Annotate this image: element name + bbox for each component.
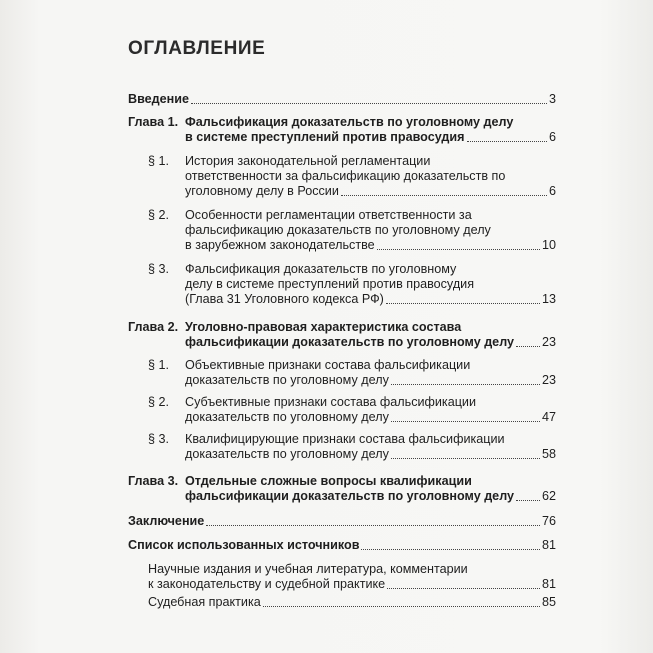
toc-entry-line: фальсификации доказательств по уголовному делу	[185, 335, 515, 349]
toc-page-number: 23	[541, 373, 556, 387]
toc-entry-line: в зарубежном законодательстве	[185, 238, 375, 252]
dot-leader	[516, 345, 540, 347]
dot-leader	[391, 420, 540, 422]
toc-entry-line: фальсификации доказательств по уголовному делу	[185, 489, 515, 503]
toc-entry-line: доказательств по уголовному делу	[185, 410, 389, 424]
dot-leader	[341, 194, 547, 196]
section-number: § 1.	[148, 154, 170, 168]
toc-entry-line: в системе преступлений против правосудия	[185, 130, 465, 144]
toc-page-number: 10	[541, 238, 556, 252]
section-number: § 3.	[148, 432, 170, 446]
toc-entry-label: Заключение	[128, 514, 205, 528]
toc-entry-line: Фальсификация доказательств по уголовному	[185, 262, 457, 276]
chapter-number: Глава 3.	[128, 474, 179, 488]
toc-entry-line: доказательств по уголовному делу	[185, 373, 389, 387]
dot-leader	[377, 248, 540, 250]
toc-page-number: 58	[541, 447, 556, 461]
section-number: § 2.	[148, 395, 170, 409]
toc-entry-line: Объективные признаки состава фальсификации	[185, 358, 471, 372]
toc-entry-label: Введение	[128, 92, 190, 106]
section-number: § 1.	[148, 358, 170, 372]
section-number: § 2.	[148, 208, 170, 222]
toc-entry-line: Отдельные сложные вопросы квалификации	[185, 474, 472, 488]
toc-entry-label: Список использованных источников	[128, 538, 360, 552]
dot-leader	[467, 140, 547, 142]
dot-leader	[387, 587, 540, 589]
toc-entry-label: Судебная практика	[148, 595, 261, 609]
toc-page-number: 76	[541, 514, 556, 528]
toc-page-number: 23	[541, 335, 556, 349]
toc-entry-line: к законодательству и судебной практике	[148, 577, 386, 591]
toc-page-number: 81	[541, 538, 556, 552]
toc-page-number: 62	[541, 489, 556, 503]
toc-entry-line: Уголовно-правовая характеристика состава	[185, 320, 462, 334]
toc-page-number: 85	[541, 595, 556, 609]
toc-entry-line: Особенности регламентации ответственности за	[185, 208, 472, 222]
dot-leader	[361, 548, 540, 550]
section-number: § 3.	[148, 262, 170, 276]
toc-entry-line: уголовному делу в России	[185, 184, 339, 198]
page-title: ОГЛАВЛЕНИЕ	[128, 38, 266, 59]
toc-entry-line: фальсификацию доказательств по уголовному делу	[185, 223, 491, 237]
chapter-number: Глава 1.	[128, 115, 179, 129]
toc-page-number: 6	[548, 130, 556, 144]
dot-leader	[263, 605, 540, 607]
toc-entry-line: Квалифицирующие признаки состава фальсификации	[185, 432, 505, 446]
toc-page-number: 47	[541, 410, 556, 424]
toc-entry-line: Субъективные признаки состава фальсификации	[185, 395, 476, 409]
toc-page-number: 6	[548, 184, 556, 198]
toc-entry-line: История законодательной регламентации	[185, 154, 431, 168]
toc-entry-line: доказательств по уголовному делу	[185, 447, 389, 461]
dot-leader	[191, 102, 547, 104]
dot-leader	[206, 524, 540, 526]
toc-page-number: 3	[548, 92, 556, 106]
dot-leader	[391, 383, 540, 385]
toc-entry-line: делу в системе преступлений против правосудия	[185, 277, 475, 291]
toc-entry-line: (Глава 31 Уголовного кодекса РФ)	[185, 292, 384, 306]
dot-leader	[391, 457, 540, 459]
dot-leader	[386, 302, 540, 304]
dot-leader	[516, 499, 540, 501]
toc-entry-line: Фальсификация доказательств по уголовному делу	[185, 115, 514, 129]
toc-entry-line: ответственности за фальсификацию доказательств по	[185, 169, 506, 183]
chapter-number: Глава 2.	[128, 320, 179, 334]
toc-entry-line: Научные издания и учебная литература, комментарии	[148, 562, 468, 576]
toc-page-number: 81	[541, 577, 556, 591]
toc-page-number: 13	[541, 292, 556, 306]
